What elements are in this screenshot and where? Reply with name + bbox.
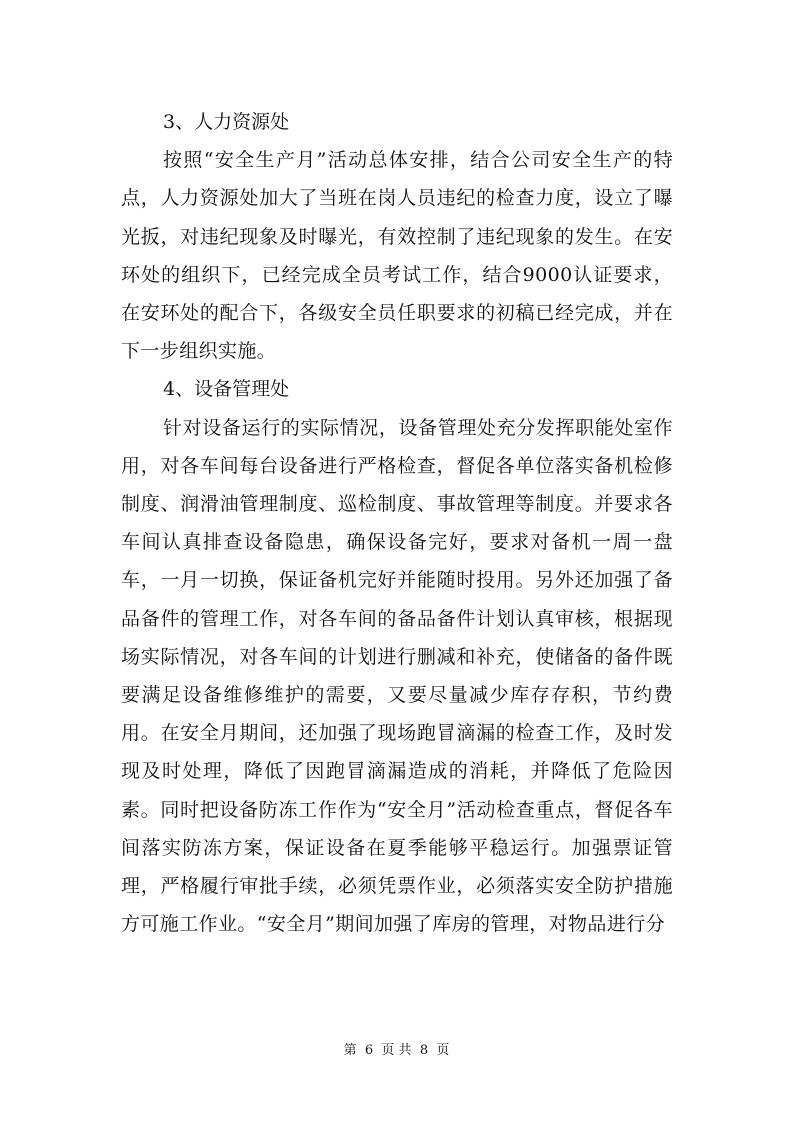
- page-body: [121, 103, 673, 943]
- footer-total-pages: 8: [419, 1043, 433, 1058]
- footer-suffix: 页: [436, 1043, 450, 1058]
- section-paragraph-hr: 按照“安全生产月”活动总体安排，结合公司安全生产的特点，人力资源处加大了当班在岗人员违纪的检查力度，设立了曝光扳，对违纪现象及时曝光，有效控制了违纪现象的发生。在安环处的组织下，已经完成全员考试工作，结合9000认证要求，在安环处的配合下，各级安全员任职要求的初稿已经完成，并在下一步组织实施。: [121, 149, 673, 363]
- page-footer: [0, 1042, 793, 1060]
- section-heading-hr: 3、人力资源处: [163, 111, 290, 133]
- section-heading-equipment: 4、设备管理处: [163, 378, 290, 401]
- footer-prefix: 第: [343, 1043, 361, 1058]
- footer-middle: 页 共: [381, 1043, 416, 1058]
- section-paragraph-equipment: 针对设备运行的实际情况，设备管理处充分发挥职能处室作用，对各车间每台设备进行严格检查，督促各单位落实备机检修制度、润滑油管理制度、巡检制度、事故管理等制度。并要求各车间认真排查设备隐患，确保设备完好，要求对备机一周一盘车，一月一切换，保证备机完好并能随时投用。另外还加强了备品备件的管理工作，对各车间的备品备件计划认真审核，根据现场实际情况，对各车间的计划进行删减和补充，使储备的备件既要满足设备维修维护的需要，又要尽量减少库存存积，节约费用。在安全月期间，还加强了现场跑冒滴漏的检查工作，及时发现及时处理，降低了因跑冒滴漏造成的消耗，并降低了危险因素。同时把设备防冻工作作为“安全月”活动检查重点，督促各车间落实防冻方案，保证设备在夏季能够平稳运行。加强票证管理，严格履行审批手续，必须凭票作业，必须落实安全防护措施方可施工作业。“安全月”期间加强了库房的管理，对物品进行分: [121, 416, 673, 936]
- footer-current-page: 6: [364, 1043, 378, 1058]
